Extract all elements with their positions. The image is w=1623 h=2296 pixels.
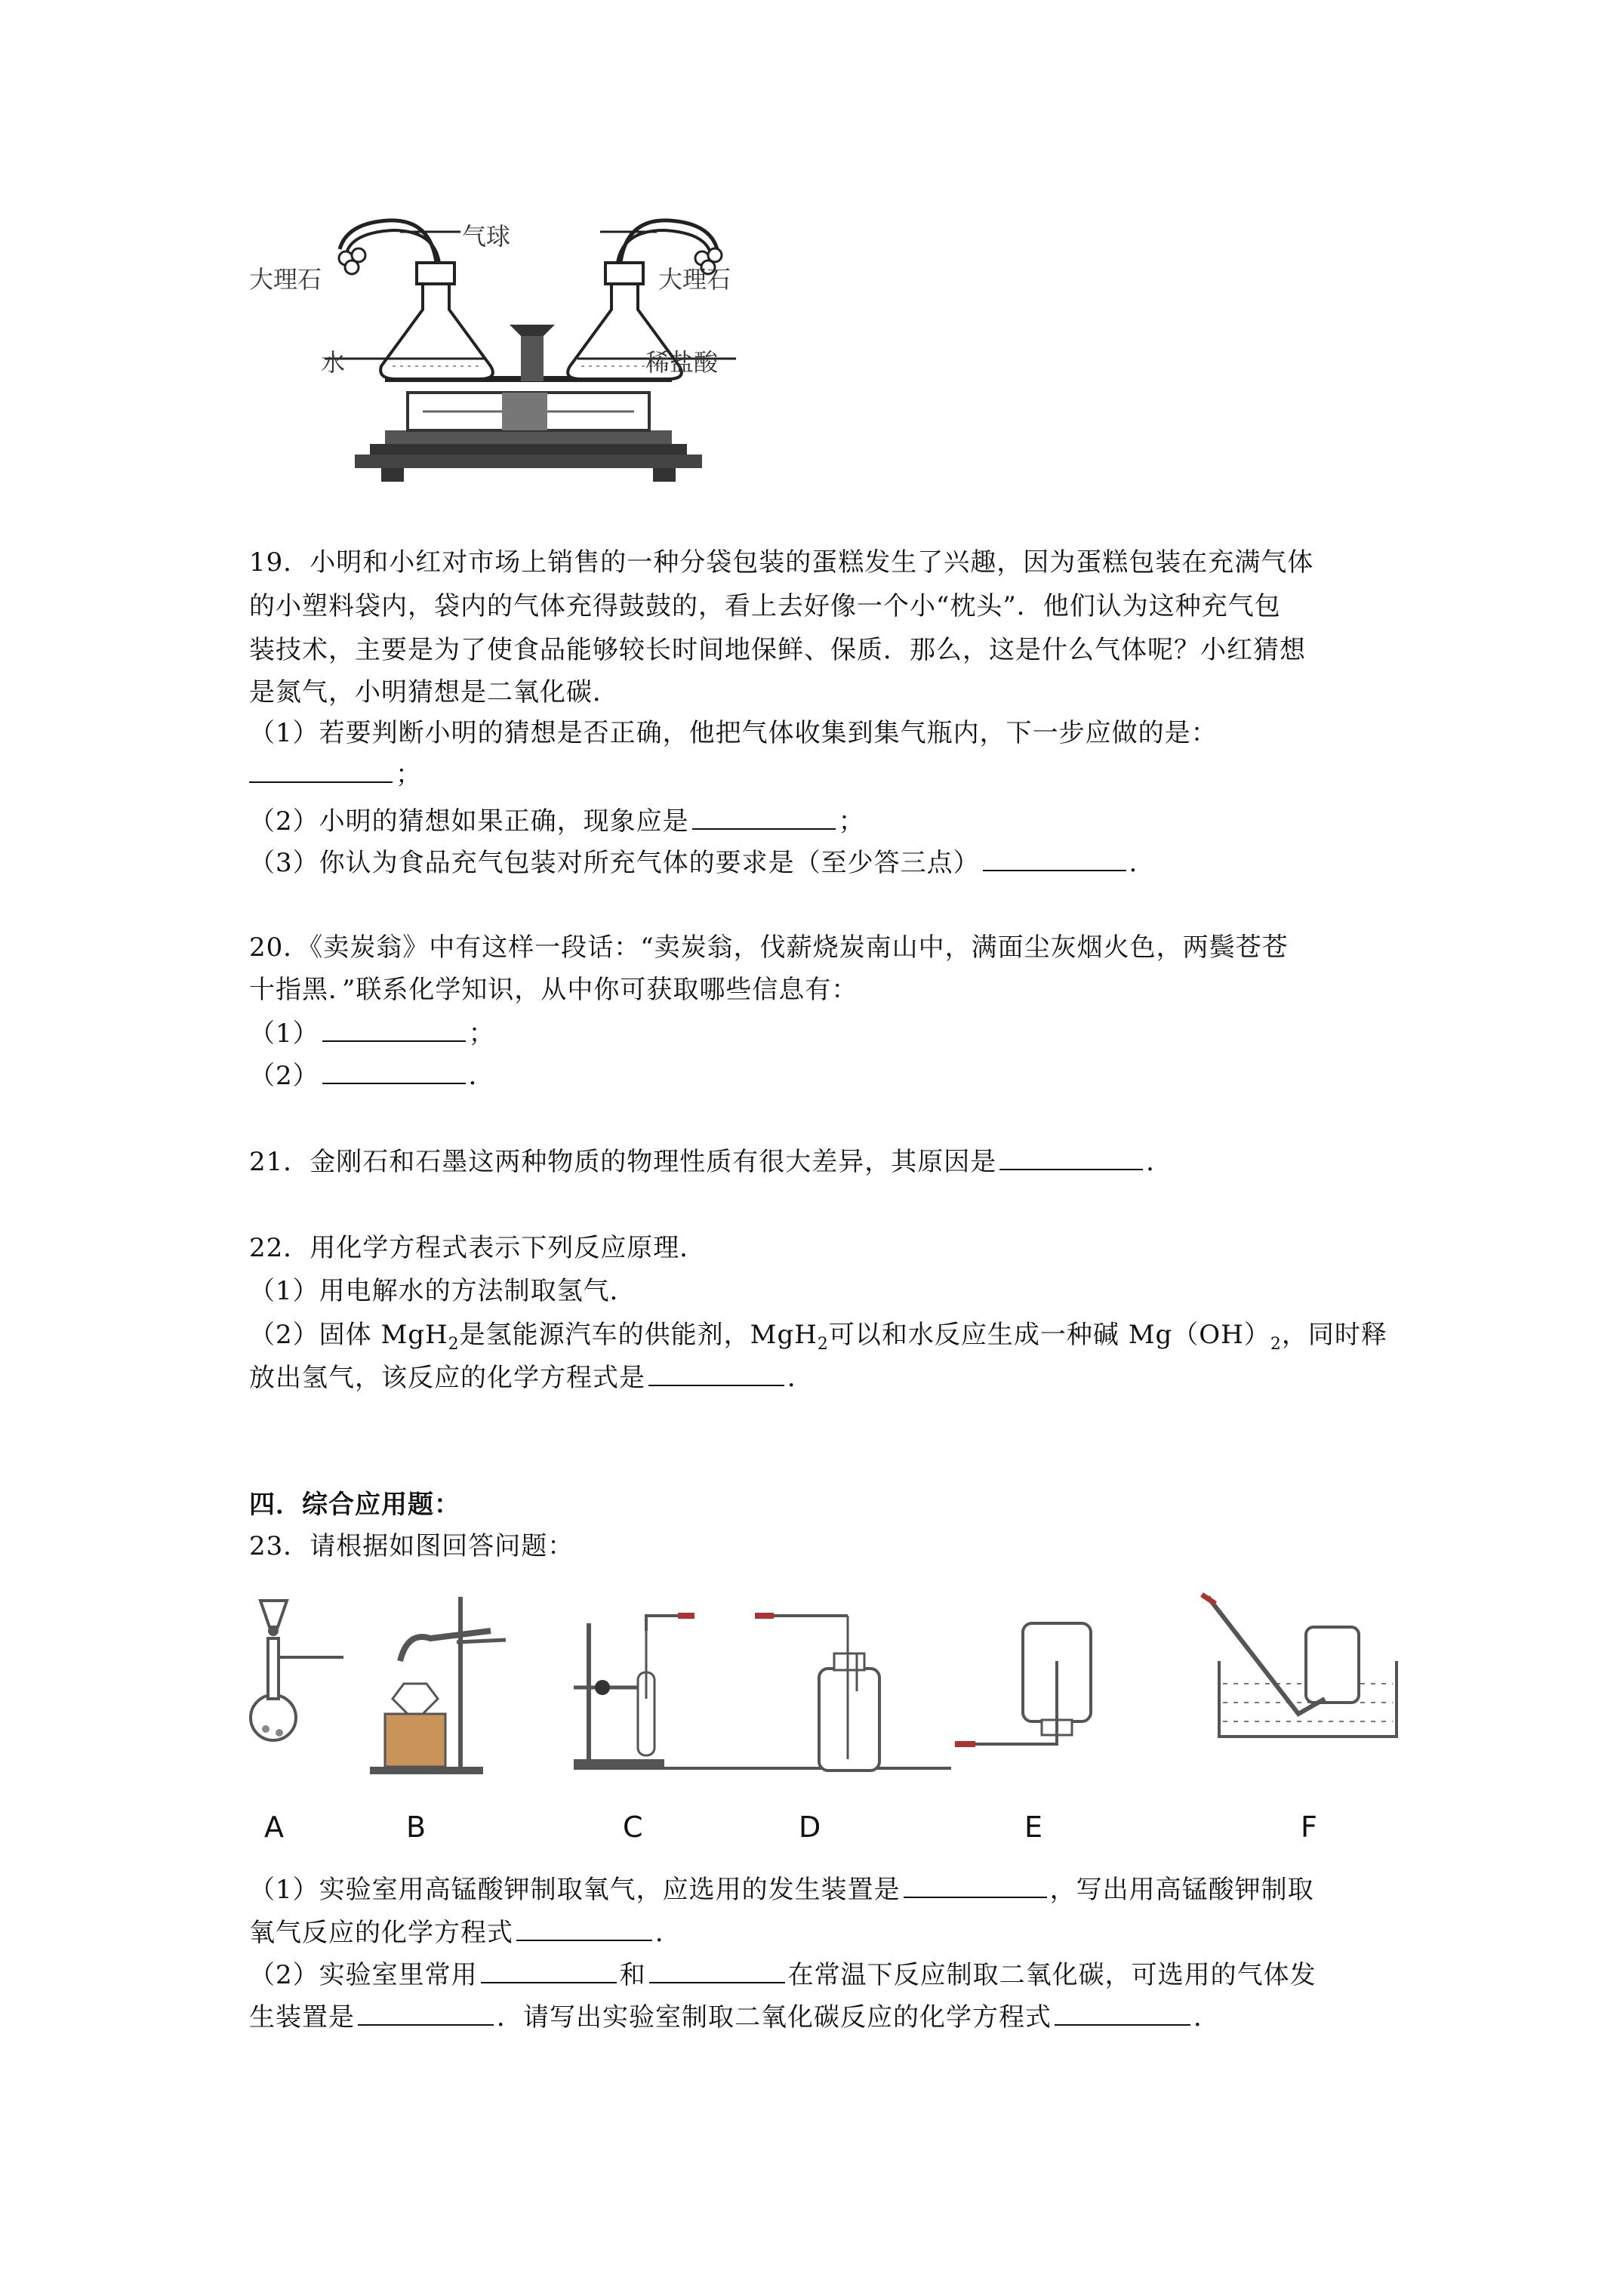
apparatus-a-icon [251,1601,343,1740]
q22-sub1: （1）用电解水的方法制取氢气． [249,1276,636,1306]
q23-title: 23．请根据如图回答问题： [249,1531,574,1561]
section4-heading: 四．综合应用题： [249,1490,460,1520]
dilute-hcl-label: 稀盐酸 [645,348,719,377]
q19-sub1-answer: ； [249,759,422,790]
balloon-label: 气球 [462,222,511,251]
q23-sub2-line1: （2）实验室里常用 和 在常温下反应制取二氧化碳，可选用的气体发 [249,1960,1317,1990]
q22-line3: 放出氢气，该反应的化学方程式是 ． [249,1363,814,1393]
apparatus-f-icon [1202,1595,1397,1737]
answer-blank[interactable] [322,1060,466,1084]
q19-line-3: 装技术，主要是为了使食品能够较长时间地保鲜、保质．那么，这是什么气体呢？小红猜想 [249,635,1306,665]
apparatus-label-a: A [264,1811,284,1844]
answer-blank[interactable] [481,1959,617,1983]
answer-blank[interactable] [322,1018,466,1042]
answer-blank[interactable] [249,759,393,783]
apparatus-label-e: E [1024,1811,1043,1844]
q19-sub2: （2）小明的猜想如果正确，现象应是 ； [249,806,865,837]
answer-blank[interactable] [999,1146,1143,1170]
answer-blank[interactable] [692,806,836,830]
answer-blank[interactable] [649,1959,785,1983]
apparatus-label-f: F [1301,1811,1317,1844]
answer-blank[interactable] [648,1362,784,1386]
apparatus-b-icon [370,1597,506,1774]
q20-sub1: （1） ； [249,1019,495,1049]
q21: 21．金刚石和石墨这两种物质的物理性质有很大差异，其原因是 ． [249,1147,1173,1177]
water-label: 水 [321,348,346,377]
answer-blank[interactable] [358,2002,494,2026]
q20-sub2: （2） ． [249,1061,495,1091]
apparatus-e-icon [955,1623,1091,1744]
apparatus-d-icon [755,1616,879,1771]
q19-line-1: 19．小明和小红对市场上销售的一种分袋包装的蛋糕发生了兴趣，因为蛋糕包装在充满气体 [249,547,1314,578]
answer-blank[interactable] [983,847,1126,871]
q19-sub3: （3）你认为食品充气包装对所充气体的要求是（至少答三点） ． [249,848,1156,878]
marble-right-label: 大理石 [658,265,731,294]
answer-blank[interactable] [516,1917,652,1941]
q20-line-1: 20．《卖炭翁》中有这样一段话：“卖炭翁，伐薪烧炭南山中，满面尘灰烟火色，两鬓苍苍 [249,932,1289,963]
q23-sub2-line2: 生装置是 ．请写出实验室制取二氧化碳反应的化学方程式 ． [249,2002,1220,2032]
q20-line-2: 十指黑．”联系化学知识，从中你可获取哪些信息有： [249,975,858,1005]
apparatus-label-c: C [623,1811,643,1844]
q19-sub1: （1）若要判断小明的猜想是否正确，他把气体收集到集气瓶内，下一步应做的是： [249,718,1218,748]
q22-title: 22．用化学方程式表示下列反应原理． [249,1233,707,1263]
answer-blank[interactable] [1055,2002,1190,2026]
lab-apparatus-figure [242,1586,1404,1782]
apparatus-label-b: B [406,1811,427,1844]
answer-blank[interactable] [904,1874,1047,1898]
q19-line-2: 的小塑料袋内，袋内的气体充得鼓鼓的，看上去好像一个小“枕头”．他们认为这种充气包 [249,591,1281,621]
q23-sub1-line1: （1）实验室用高锰酸钾制取氧气，应选用的发生装置是 ，写出用高锰酸钾制取 [249,1875,1314,1905]
q19-line-4: 是氮气，小明猜想是二氧化碳． [249,677,619,707]
apparatus-c-icon [574,1616,951,1770]
q22-sub2: （2）固体 MgH$_2$是氢能源汽车的供能剂，MgH$_2$可以和水反应生成一种碱 $Mg(OH)_2$，同时释 [249,1320,1387,1354]
apparatus-label-d: D [799,1811,821,1844]
q23-sub1-line2: 氧气反应的化学方程式 ． [249,1918,682,1948]
marble-left-label: 大理石 [249,265,322,294]
